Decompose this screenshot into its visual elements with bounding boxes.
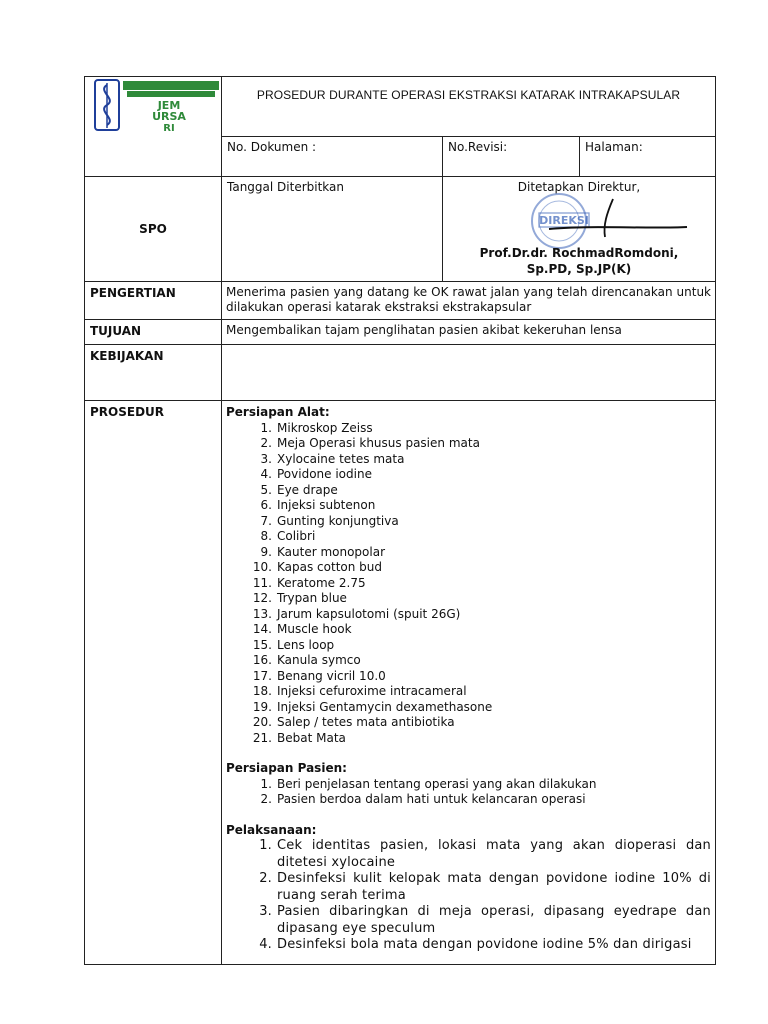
alat-item-text: Eye drape bbox=[277, 482, 338, 497]
alat-item-number: 19. bbox=[252, 699, 272, 714]
pelaksanaan-item bbox=[226, 904, 711, 937]
alat-item-number: 10. bbox=[252, 560, 272, 574]
pengertian-text: Menerima pasien yang datang ke OK rawat jalan yang telah direncanakan untuk dilakukan operasi katarak ekstraksi ekstrakapsular bbox=[222, 282, 716, 320]
alat-item-number: 3. bbox=[260, 451, 272, 466]
alat-item-number: 21. bbox=[252, 730, 272, 745]
alat-item-text: Injeksi cefuroxime intracameral bbox=[277, 684, 467, 698]
alat-item-number: 7. bbox=[260, 513, 272, 528]
spo-label: SPO bbox=[85, 177, 222, 282]
alat-item bbox=[226, 436, 711, 452]
alat-item bbox=[226, 653, 711, 669]
alat-item-text: Kapas cotton bud bbox=[277, 560, 382, 574]
alat-item-number: 20. bbox=[252, 715, 272, 729]
prosedur-label: PROSEDUR bbox=[85, 401, 222, 965]
pelaksanaan-item bbox=[226, 838, 711, 871]
alat-item-number: 12. bbox=[252, 591, 272, 605]
alat-item bbox=[226, 700, 711, 716]
alat-item-text: Kanula symco bbox=[277, 653, 361, 667]
alat-item-number: 9. bbox=[260, 544, 272, 559]
tujuan-text: Mengembalikan tajam penglihatan pasien akibat kekeruhan lensa bbox=[222, 320, 716, 345]
alat-item-number: 11. bbox=[252, 575, 272, 590]
alat-item-number: 13. bbox=[252, 606, 272, 621]
alat-item bbox=[226, 576, 711, 592]
alat-item-number: 5. bbox=[260, 482, 272, 497]
direktur-title: Sp.PD, Sp.JP(K) bbox=[526, 262, 632, 276]
pengertian-label: PENGERTIAN bbox=[85, 282, 222, 320]
alat-item-text: Kauter monopolar bbox=[277, 544, 386, 559]
stamp-text: DIREKSI bbox=[539, 214, 589, 227]
alat-item-text: Gunting konjungtiva bbox=[277, 513, 399, 528]
persiapan-alat-list bbox=[226, 421, 711, 747]
alat-item-text: Jarum kapsulotomi (spuit 26G) bbox=[277, 606, 461, 621]
alat-item bbox=[226, 529, 711, 545]
no-dokumen-cell: No. Dokumen : bbox=[222, 137, 443, 177]
pelaksanaan-item-number: 4. bbox=[259, 937, 272, 952]
alat-item-text: Povidone iodine bbox=[277, 467, 372, 481]
spo-document-table bbox=[84, 76, 716, 965]
pelaksanaan-item-number: 1. bbox=[259, 838, 272, 853]
pelaksanaan-item bbox=[226, 871, 711, 904]
direktur-name: Prof.Dr.dr. RochmadRomdoni, bbox=[479, 246, 679, 260]
persiapan-pasien-list bbox=[226, 777, 711, 808]
alat-item-text: Benang vicril 10.0 bbox=[277, 668, 386, 683]
pelaksanaan-list bbox=[226, 838, 711, 954]
pasien-item bbox=[226, 792, 711, 808]
alat-item-text: Mikroskop Zeiss bbox=[277, 420, 373, 435]
alat-item-number: 4. bbox=[260, 467, 272, 481]
alat-item-text: Lens loop bbox=[277, 637, 335, 652]
ditetapkan-direktur: Ditetapkan Direktur, bbox=[517, 180, 641, 194]
alat-item-number: 18. bbox=[252, 684, 272, 698]
pelaksanaan-item-number: 2. bbox=[259, 871, 272, 886]
tanggal-diterbitkan: Tanggal Diterbitkan bbox=[222, 177, 443, 282]
alat-item bbox=[226, 684, 711, 700]
logo-text-line-2: URSA bbox=[152, 110, 186, 123]
pelaksanaan-item-text: Pasien dibaringkan di meja operasi, dipasang eyedrape dan dipasang eye speculum bbox=[277, 904, 711, 936]
pasien-item-text: Pasien berdoa dalam hati untuk kelancaran operasi bbox=[277, 792, 586, 806]
logo-cell bbox=[85, 77, 222, 177]
alat-item-number: 14. bbox=[252, 622, 272, 636]
alat-item-text: Meja Operasi khusus pasien mata bbox=[277, 436, 480, 450]
alat-item bbox=[226, 421, 711, 437]
alat-item bbox=[226, 560, 711, 576]
alat-item-text: Trypan blue bbox=[277, 591, 347, 605]
halaman-cell: Halaman: bbox=[580, 137, 716, 177]
persiapan-alat-title: Persiapan Alat: bbox=[226, 405, 330, 419]
alat-item-text: Keratome 2.75 bbox=[277, 575, 366, 590]
alat-item-text: Bebat Mata bbox=[277, 730, 346, 745]
pelaksanaan-item-number: 3. bbox=[259, 904, 272, 919]
alat-item bbox=[226, 638, 711, 654]
alat-item bbox=[226, 452, 711, 468]
alat-item-number: 1. bbox=[260, 420, 272, 435]
no-revisi-cell: No.Revisi: bbox=[443, 137, 580, 177]
pelaksanaan-title: Pelaksanaan: bbox=[226, 822, 317, 837]
pasien-item-text: Beri penjelasan tentang operasi yang akan dilakukan bbox=[277, 776, 597, 791]
alat-item-number: 6. bbox=[260, 498, 272, 512]
alat-item-text: Colibri bbox=[277, 529, 316, 543]
tujuan-label: TUJUAN bbox=[85, 320, 222, 345]
kebijakan-text bbox=[222, 345, 716, 401]
kebijakan-label: KEBIJAKAN bbox=[85, 345, 222, 401]
pelaksanaan-item-text: Desinfeksi bola mata dengan povidone iodine 5% dan dirigasi bbox=[277, 937, 692, 952]
alat-item bbox=[226, 622, 711, 638]
alat-item-number: 8. bbox=[260, 529, 272, 543]
alat-item bbox=[226, 715, 711, 731]
alat-item-number: 15. bbox=[252, 637, 272, 652]
alat-item bbox=[226, 467, 711, 483]
direktur-cell bbox=[443, 177, 716, 282]
direktur-signature-block bbox=[443, 245, 715, 277]
document-title: PROSEDUR DURANTE OPERASI EKSTRAKSI KATARAK INTRAKAPSULAR bbox=[222, 77, 716, 137]
alat-item-text: Xylocaine tetes mata bbox=[277, 451, 405, 466]
alat-item-text: Injeksi subtenon bbox=[277, 498, 376, 512]
official-stamp-icon bbox=[509, 191, 689, 251]
alat-item bbox=[226, 731, 711, 747]
alat-item-text: Injeksi Gentamycin dexamethasone bbox=[277, 699, 493, 714]
pasien-item-number: 2. bbox=[260, 792, 272, 806]
alat-item-text: Salep / tetes mata antibiotika bbox=[277, 715, 455, 729]
alat-item bbox=[226, 483, 711, 499]
persiapan-pasien-title: Persiapan Pasien: bbox=[226, 761, 347, 775]
logo-text-line-3: RI bbox=[163, 123, 175, 134]
alat-item bbox=[226, 514, 711, 530]
pelaksanaan-item bbox=[226, 937, 711, 954]
pelaksanaan-item-text: Cek identitas pasien, lokasi mata yang akan dioperasi dan ditetesi xylocaine bbox=[277, 838, 711, 870]
alat-item-number: 2. bbox=[260, 436, 272, 450]
alat-item bbox=[226, 591, 711, 607]
alat-item bbox=[226, 498, 711, 514]
alat-item-number: 17. bbox=[252, 668, 272, 683]
alat-item bbox=[226, 669, 711, 685]
pasien-item-number: 1. bbox=[260, 776, 272, 791]
prosedur-content bbox=[222, 401, 716, 965]
pasien-item bbox=[226, 777, 711, 793]
pelaksanaan-item-text: Desinfeksi kulit kelopak mata dengan povidone iodine 10% di ruang serah terima bbox=[277, 871, 711, 903]
alat-item bbox=[226, 545, 711, 561]
alat-item bbox=[226, 607, 711, 623]
logo-text-line-1: JEM bbox=[157, 99, 181, 112]
alat-item-number: 16. bbox=[252, 653, 272, 667]
alat-item-text: Muscle hook bbox=[277, 622, 352, 636]
hospital-logo-icon bbox=[89, 79, 219, 135]
